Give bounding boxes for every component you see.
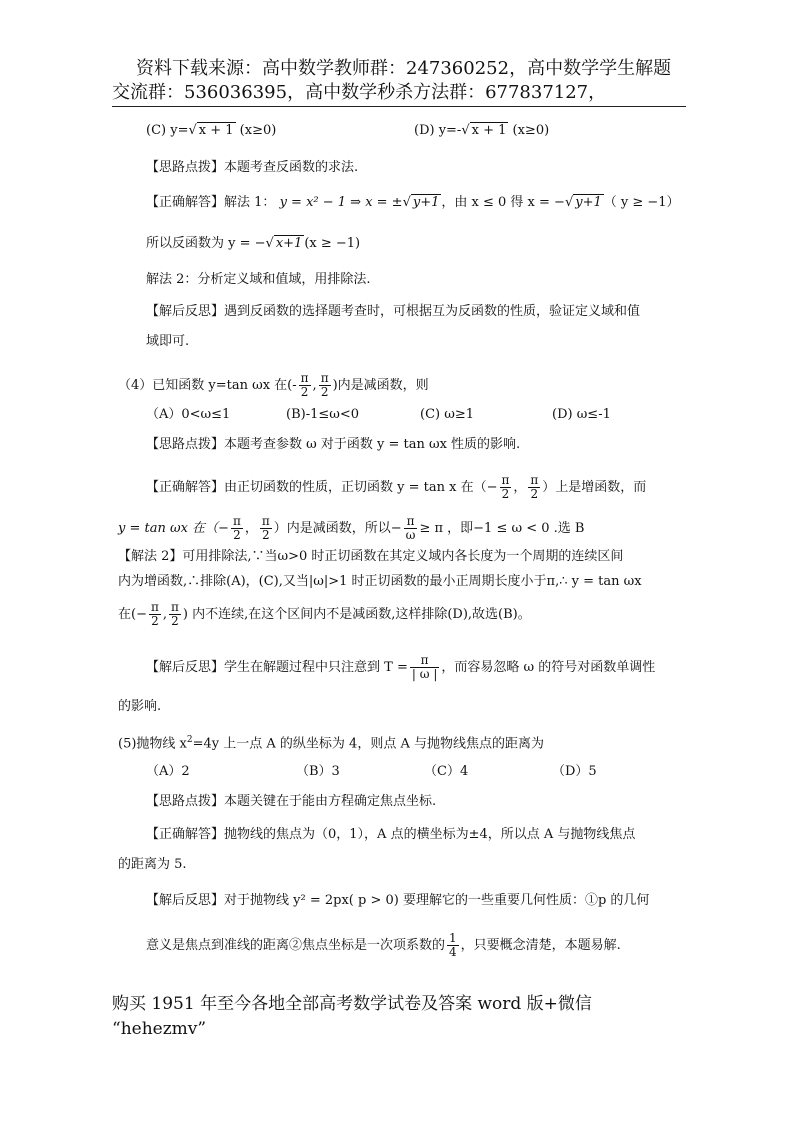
header-line-2: 交流群：536036395，高中数学秒杀方法群：677837127， [112, 82, 607, 103]
q4-answer-line-1: 【正确解答】由正切函数的性质，正切函数 y = tan x 在（− $\frac{\pi}{2}$ ， $\frac{\pi}{2}$ ）上是增函数，而 [146, 473, 647, 501]
q4-stem: （4）已知函数 y=tan ωx 在(- $\frac{\pi}{2}$ , $\frac{\pi}{2}$ )内是减函数，则 [118, 371, 429, 399]
q5-answer-line-2: 的距离为 5. [118, 857, 187, 872]
q4-reflection-frac: $\frac{\pi}{| \omega |}$ [411, 653, 438, 681]
q4-alt-frac-2: $\frac{\pi}{2}$ [171, 600, 179, 628]
header-rule [112, 106, 686, 107]
q4-answer-frac-3: $\frac{\pi}{2}$ [232, 514, 241, 542]
q3-option-d: (D) y=-√ x + 1 (x≥0) [414, 123, 550, 138]
q5-reflection: 【解后反思】对于抛物线 y² = 2px( p > 0) 要理解它的一些重要几何性质：①p 的几何 [146, 893, 650, 908]
q4-alt-line-2: 内为增函数,∴排除(A)，(C),又当|ω|>1 时正切函数的最小正周期长度小于π,∴ y = tan ωx [118, 574, 642, 589]
q4-alt-line-3: 在(− $\frac{\pi}{2}$ , $\frac{\pi}{2}$ ) 内不连续,在这个区间内不是减函数,这样排除(D),故选(B)。 [118, 600, 531, 628]
q4-alt-line-1: 【解法 2】可用排除法,∵当ω>0 时正切函数在其定义域内各长度为一个周期的连续区间 [118, 549, 624, 564]
q5-reflection-line-2: 意义是焦点到准线的距离②焦点坐标是一次项系数的 $\frac{1}{4}$ ，只要概念清楚，本题易解. [146, 931, 621, 959]
q4-reflection-line-2: 的影响. [118, 699, 162, 714]
q4-stem-frac-2: $\frac{\pi}{2}$ [320, 371, 329, 399]
q4-option-a: （A）0<ω≤1 [146, 407, 231, 422]
q5-option-c: （C）4 [424, 764, 469, 779]
q5-option-b: （B）3 [296, 764, 340, 779]
q3-answer-conclusion: 所以反函数为 y = −√ x+1 (x ≥ −1) [146, 236, 361, 251]
q4-answer-line-2: y = tan ωx 在（− $\frac{\pi}{2}$ ， $\frac{\pi}{2}$ ）内是减函数，所以− $\frac{\pi}{\omega}$ ≥ π ，即−1 ≤ ω < 0 .选 B [118, 514, 585, 542]
footer-line-1: 购买 1951 年至今各地全部高考数学试卷及答案 word 版+微信 [112, 994, 592, 1014]
q5-option-a: （A）2 [146, 764, 190, 779]
q4-answer-frac-1: $\frac{\pi}{2}$ [501, 473, 510, 501]
q4-stem-frac-1: $\frac{\pi}{2}$ [300, 371, 309, 399]
q5-stem: (5)抛物线 $x^2=4y$ 上一点 A 的纵坐标为 4，则点 A 与抛物线焦点的距离为 [118, 735, 544, 752]
q4-option-b: (B)-1≤ω<0 [286, 407, 360, 422]
q3-hint: 【思路点拨】本题考查反函数的求法. [146, 160, 359, 175]
q4-hint: 【思路点拨】本题考查参数 ω 对于函数 y = tan ωx 性质的影响. [146, 437, 521, 452]
q3-answer-method-2: 解法 2：分析定义域和值域，用排除法. [146, 272, 371, 287]
q4-answer-frac-2: $\frac{\pi}{2}$ [530, 473, 539, 501]
q4-answer-frac-4: $\frac{\pi}{2}$ [261, 514, 270, 542]
q3-answer-method-1: 【正确解答】解法 1： y = x² − 1 ⇒ x = ±√ y+1 ，由 x ≤ 0 得 x = −√ y+1 （ y ≥ −1） [146, 195, 680, 210]
q3-reflection-line-2: 域即可. [146, 334, 190, 349]
q4-option-c: (C) ω≥1 [420, 407, 474, 422]
q3-reflection: 【解后反思】遇到反函数的选择题考查时，可根据互为反函数的性质，验证定义域和值 [146, 304, 641, 319]
header-line-1: 资料下载来源：高中数学教师群：247360252，高中数学学生解题 [136, 58, 672, 79]
q5-reflection-frac: $\frac{1}{4}$ [449, 931, 457, 959]
footer-line-2: “hehezmv” [112, 1019, 207, 1039]
q5-option-d: （D）5 [552, 764, 597, 779]
q4-answer-frac-5: $\frac{\pi}{\omega}$ [405, 514, 416, 542]
q4-alt-frac-1: $\frac{\pi}{2}$ [150, 600, 159, 628]
q4-reflection: 【解后反思】学生在解题过程中只注意到 T = $\frac{\pi}{| \omega |}$ ，而容易忽略 ω 的符号对函数单调性 [146, 653, 656, 681]
q5-hint: 【思路点拨】本题关键在于能由方程确定焦点坐标. [146, 794, 437, 809]
q5-answer-line-1: 【正确解答】抛物线的焦点为（0，1），A 点的横坐标为±4，所以点 A 与抛物线焦点 [146, 827, 636, 842]
q3-option-c: (C) y=√ x + 1 (x≥0) [146, 123, 277, 138]
q4-option-d: (D) ω≤-1 [552, 407, 611, 422]
